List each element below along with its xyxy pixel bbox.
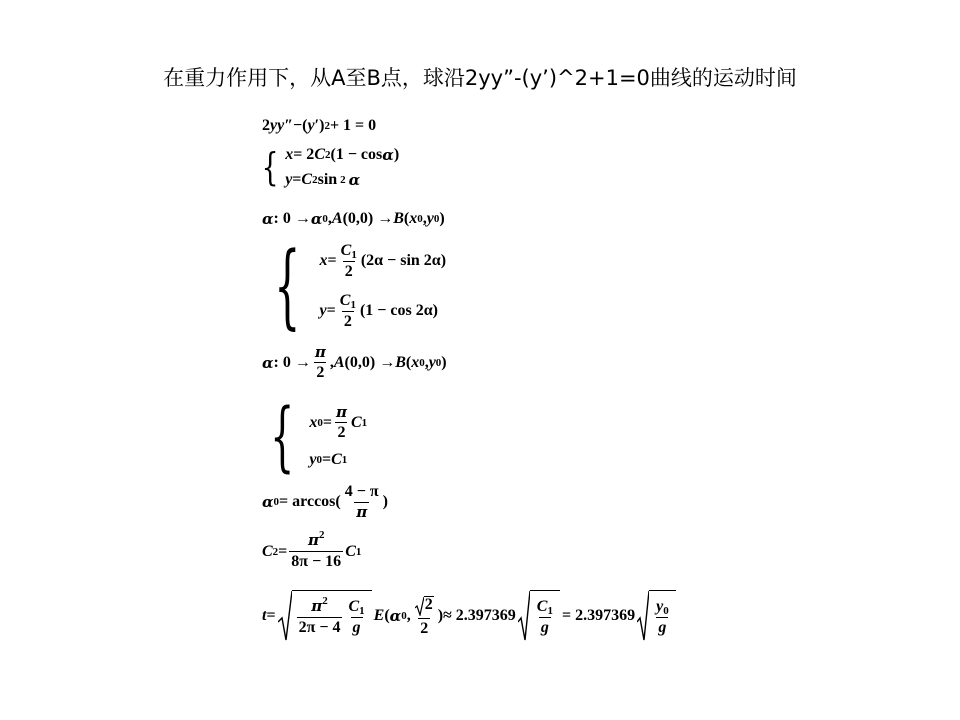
differential-equation: 2 yy ″ −( y ′ ) 2 + 1 = 0 [262,117,377,134]
time-equation: t = $\frac{\pi^2}{2\pi - 4}$ $\frac{C_1}{g}$ E ( α 0 , $\frac{2}{2}$ ) ≈ 2.397369 $\frac{C_1}{g}$ = 2.397369 $\frac{y_0}{g}$ [262,590,678,642]
c2-equation: C 2 = $\frac{\pi^2}{8\pi - 16}$ C 1 [262,529,362,570]
sqrt-symbol: $\frac{C_1}{g}$ [518,590,560,642]
parametric-system-2: { x = $\frac{C_1}{2}$ (2α − sin 2α) y = $\frac{C_1}{2}$ (1 − cos 2α) [274,232,447,339]
parameter-range-1: α : 0 → α 0 , A (0,0) → B ( x 0 , y 0 ) [262,209,445,228]
parametric-system-1: { x = 2 C 2 (1 − cos α ) y = C 2 sin 2 α [261,145,400,189]
alpha0-equation: α 0 = arccos( $\frac{4 - \pi}{\pi}$ ) [262,483,388,521]
endpoint-system: { x 0 = $\frac{\pi}{2}$ C 1 y 0 = C 1 [270,391,368,480]
sqrt-symbol: $\frac{\pi^2}{2\pi - 4}$ $\frac{C_1}{g}$ [278,590,372,642]
parameter-range-2: α : 0 → $\frac{\pi}{2}$ , A (0,0) → B ( x 0 , y 0 ) [262,343,447,381]
slide-title: 在重力作用下，从A至B点，球沿2yy”-(y’)^2+1=0曲线的运动时间 [163,66,797,90]
sqrt-symbol: $\frac{y_0}{g}$ [637,590,676,642]
